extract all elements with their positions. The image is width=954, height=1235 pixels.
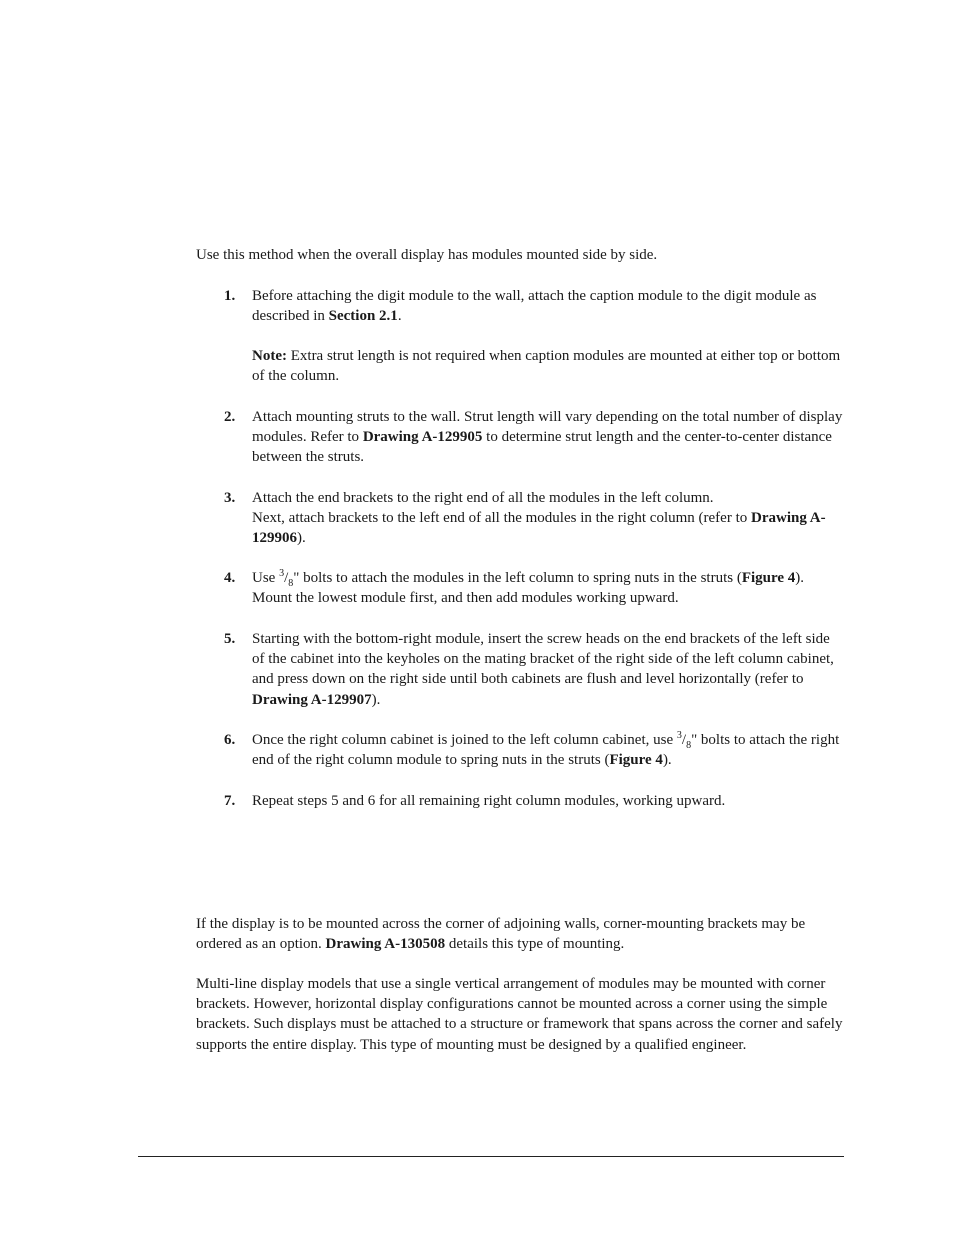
step-text: Before attaching the digit module to the wall, attach the caption module to the digit module as described in Section 2.1. [252,288,817,325]
step-number: 6. [224,732,236,748]
section-reference: Section 2.1 [328,308,398,325]
figure-reference: Figure 4 [609,752,663,769]
note-text: Note: Extra strut length is not required when caption modules are mounted at either top or bottom of the column. [252,348,841,385]
step-text: Starting with the bottom-right module, insert the screw heads on the end brackets of the left side of the cabinet into the keyholes on the mating bracket of the right side of the left column cabinet, and press down on the right side until both cabinets are flush and level horizontally (refer to Drawing A-129907). [252,631,834,708]
step-text: Attach mounting struts to the wall. Strut length will vary depending on the total number of display modules. Refer to Drawing A-129905 to determine strut length and the center-to-center distance between the struts. [252,409,843,466]
step-number: 2. [224,409,236,425]
footer-divider [138,1156,844,1157]
corner-restrictions-paragraph: Multi-line display models that use a single vertical arrangement of modules may be mounted with corner brackets. However, horizontal display configurations cannot be mounted across a corner using the simple brackets. Such displays must be attached to a structure or framework that spans across the corner and safely supports the entire display. This type of mounting must be designed by a qualified engineer. [196,976,843,1053]
drawing-reference: Drawing A-130508 [325,936,446,953]
drawing-reference: Drawing A-129906 [252,510,826,547]
intro-paragraph: Use this method when the overall display has modules mounted side by side. [196,247,658,263]
step-text: Once the right column cabinet is joined to the left column cabinet, use $^3/_8$" bolts to attach the right end of the right column module to spring nuts in the struts (Figure 4). [252,730,840,769]
step-number: 3. [224,490,236,506]
drawing-reference: Drawing A-129905 [362,429,483,446]
step-number: 1. [224,288,236,304]
step-number: 7. [224,793,236,809]
step-text: Attach the end brackets to the right end of all the modules in the left column. Next, attach brackets to the left end of all the modules in the right column (refer to Drawing A-129906). [252,490,826,547]
step-text: Repeat steps 5 and 6 for all remaining right column modules, working upward. [252,793,726,809]
note-label: Note: [252,348,287,364]
corner-mounting-paragraph: If the display is to be mounted across the corner of adjoining walls, corner-mounting brackets may be ordered as an option. Drawing A-130508 details this type of mounting. [196,916,806,953]
step-number: 4. [224,570,236,586]
drawing-reference: Drawing A-129907 [252,691,372,708]
step-number: 5. [224,631,236,647]
figure-reference: Figure 4 [741,570,796,586]
step-text: Use $^3/_8$" bolts to attach the modules in the left column to spring nuts in the struts (Figure 4). Mount the lowest module first, and then add modules working upward. [252,568,805,607]
